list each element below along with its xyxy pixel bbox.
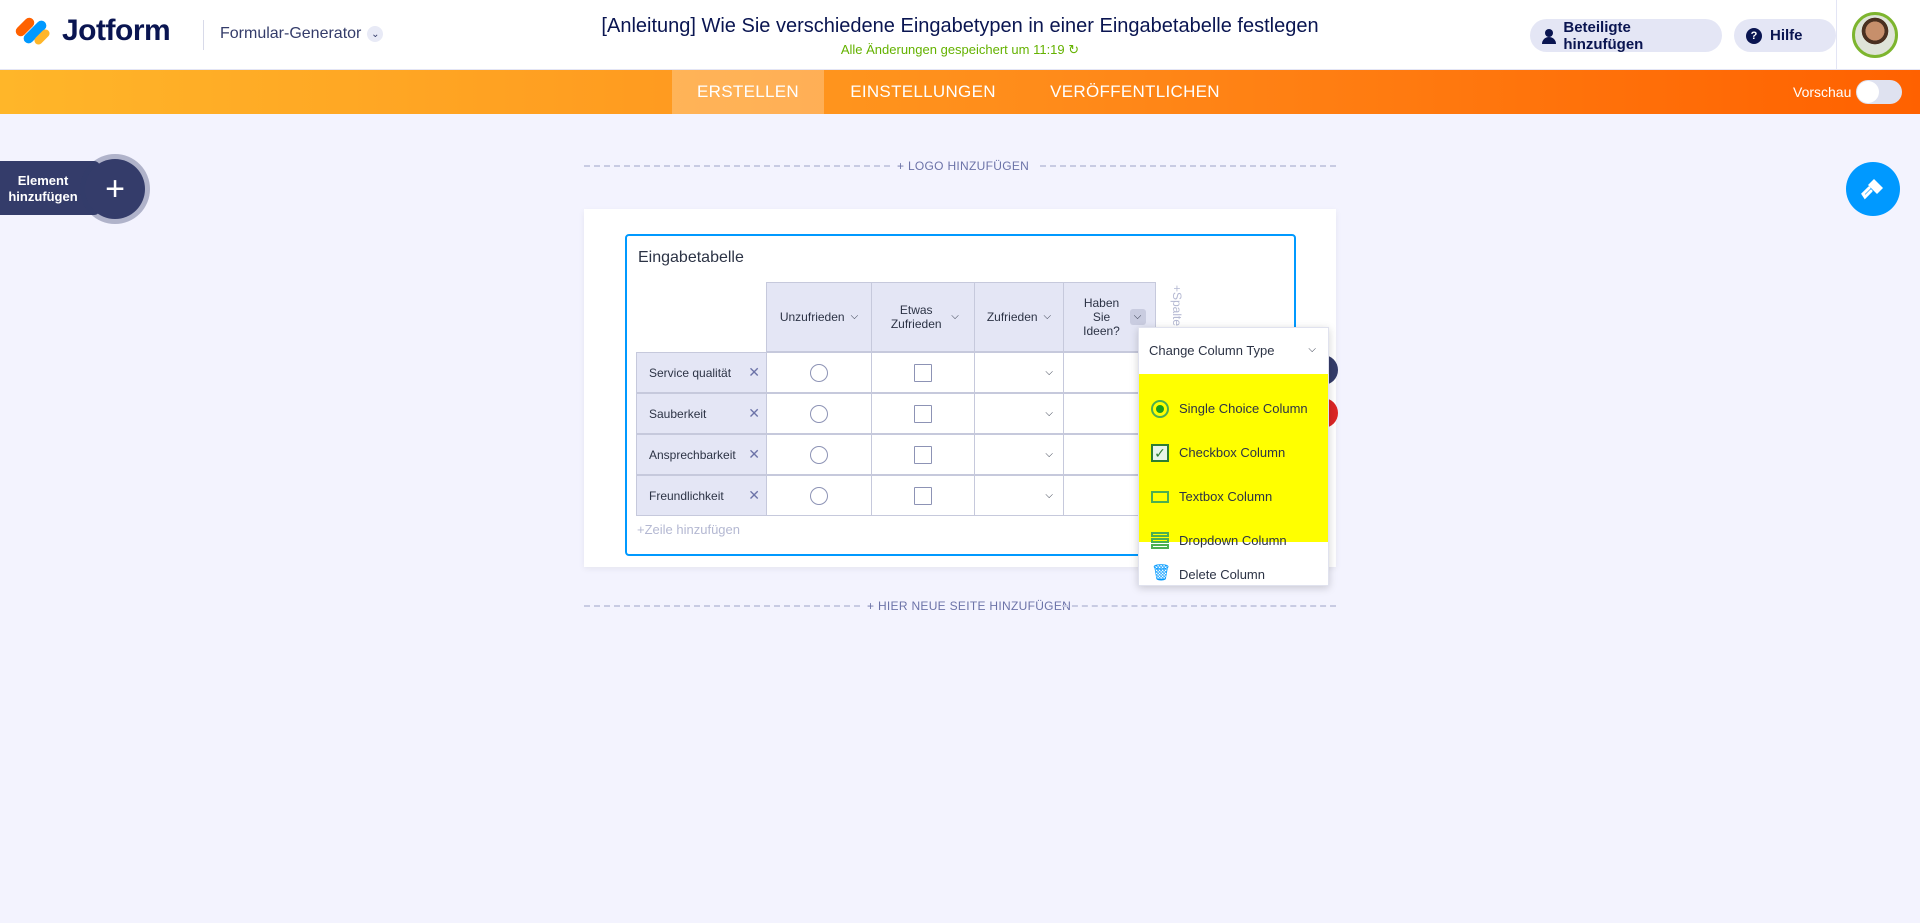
add-element-label-line1: Element [17, 173, 69, 188]
table-cell [871, 393, 975, 434]
table-cell [871, 475, 975, 516]
column-header-etwas-zufrieden[interactable] [871, 282, 975, 352]
chevron-down-icon: ⌵ [1045, 408, 1053, 419]
menu-item-label: Single Choice Column [1179, 400, 1308, 416]
preview-toggle[interactable] [1856, 80, 1902, 104]
remove-row-icon[interactable]: ✕ [748, 446, 760, 462]
menu-item-dropdown[interactable] [1139, 520, 1328, 560]
change-column-type-header[interactable] [1139, 328, 1330, 373]
top-header [0, 0, 1920, 70]
preview-label: Vorschau [1793, 84, 1852, 100]
row-header-label: Freundlichkeit [649, 488, 724, 503]
add-element-label-line2: hinzufügen [8, 189, 78, 204]
form-title[interactable]: [Anleitung] Wie Sie verschiedene Eingabetypen in einer Eingabetabelle festlegen [601, 15, 1319, 37]
table-cell [766, 393, 872, 434]
chevron-down-icon[interactable]: ⌵ [951, 311, 959, 322]
save-status: Alle Änderungen gespeichert um 11:19 ↻ [840, 42, 1080, 57]
remove-row-icon[interactable]: ✕ [748, 487, 760, 503]
checkbox[interactable] [914, 446, 932, 464]
chevron-down-icon[interactable]: ⌵ [1130, 309, 1146, 325]
row-header-sauberkeit[interactable] [636, 393, 767, 434]
builder-switcher[interactable] [220, 25, 383, 43]
radio-button[interactable] [810, 446, 828, 464]
chevron-down-icon: ⌵ [1045, 449, 1053, 460]
add-logo-link[interactable]: + LOGO HINZUFÜGEN [897, 159, 1030, 173]
page-divider-left [584, 605, 860, 607]
add-row-link[interactable]: +Zeile hinzufügen [637, 522, 740, 537]
help-button[interactable] [1734, 19, 1836, 52]
help-label: Hilfe [1770, 27, 1803, 44]
tab-publish[interactable]: VERÖFFENTLICHEN [1050, 82, 1220, 101]
textbox-icon [1151, 491, 1169, 503]
column-header-label: Haben Sie Ideen? [1083, 296, 1120, 338]
table-cell [766, 434, 872, 475]
checkbox[interactable] [914, 487, 932, 505]
chevron-down-icon[interactable]: ⌵ [1043, 311, 1052, 322]
builder-name-label: Formular-Generator [220, 25, 362, 42]
plus-icon: + [105, 169, 125, 208]
dropdown-icon [1151, 532, 1169, 550]
logo-divider-left [584, 165, 890, 167]
table-cell [871, 434, 975, 475]
dropdown-cell[interactable] [974, 393, 1064, 434]
trash-icon: 🗑 [1151, 565, 1172, 582]
question-icon: ? [1746, 28, 1762, 44]
input-table-label[interactable]: Eingabetabelle [638, 249, 744, 266]
paint-roller-icon [1860, 176, 1886, 202]
table-cell [871, 352, 975, 393]
row-header-label: Ansprechbarkeit [649, 447, 736, 462]
add-collaborators-button[interactable] [1530, 19, 1722, 52]
header-divider-right [1836, 0, 1837, 70]
row-header-ansprechbarkeit[interactable] [636, 434, 767, 475]
add-page-link[interactable]: + HIER NEUE SEITE HINZUFÜGEN [867, 599, 1072, 613]
chevron-down-icon: ⌵ [1045, 490, 1053, 501]
column-header-zufrieden[interactable] [974, 282, 1064, 352]
jotform-logo-icon [18, 14, 50, 48]
chevron-down-icon[interactable]: ⌵ [850, 311, 859, 322]
table-cell [766, 352, 872, 393]
add-column-link[interactable]: +Spalte [1170, 285, 1184, 327]
radio-button[interactable] [810, 405, 828, 423]
column-header-unzufrieden[interactable] [766, 282, 872, 352]
logo-divider-right [1040, 165, 1336, 167]
row-header-label: Service qualität [649, 365, 732, 380]
checkbox-icon: ✓ [1151, 444, 1169, 462]
menu-item-label: Dropdown Column [1179, 532, 1287, 548]
avatar[interactable] [1852, 12, 1898, 58]
radio-button[interactable] [810, 364, 828, 382]
menu-item-textbox[interactable] [1139, 476, 1328, 516]
row-header-freundlichkeit[interactable] [636, 475, 767, 516]
column-header-label: Etwas Zufrieden [890, 303, 942, 331]
menu-item-label: Checkbox Column [1179, 444, 1286, 460]
row-header-service-qualitaet[interactable] [636, 352, 767, 393]
radio-button[interactable] [810, 487, 828, 505]
dropdown-cell[interactable] [974, 352, 1064, 393]
jotform-logo[interactable] [18, 14, 170, 48]
menu-item-label: Delete Column [1179, 566, 1265, 582]
menu-item-checkbox[interactable] [1139, 432, 1328, 472]
row-header-label: Sauberkeit [649, 406, 707, 421]
remove-row-icon[interactable]: ✕ [748, 364, 760, 380]
remove-row-icon[interactable]: ✕ [748, 405, 760, 421]
column-header-label: Zufrieden [986, 310, 1038, 324]
dropdown-cell[interactable] [974, 434, 1064, 475]
tab-build[interactable]: ERSTELLEN [672, 70, 824, 114]
radio-icon [1151, 400, 1169, 418]
add-element-button[interactable] [85, 159, 145, 219]
builder-nav [0, 70, 1920, 114]
column-type-menu [1138, 327, 1329, 586]
column-header-label: Unzufrieden [779, 310, 845, 324]
chevron-down-icon: ⌵ [1045, 367, 1053, 378]
person-icon [1542, 29, 1555, 43]
add-collaborators-label: Beteiligte hinzufügen [1563, 18, 1644, 53]
table-cell [766, 475, 872, 516]
menu-item-label: Textbox Column [1179, 488, 1273, 504]
chevron-down-icon: ⌵ [1308, 344, 1316, 355]
logo-text: Jotform [62, 14, 171, 47]
menu-item-single-choice[interactable] [1139, 388, 1328, 428]
menu-title: Change Column Type [1149, 343, 1275, 358]
header-divider [203, 20, 204, 50]
form-designer-button[interactable] [1846, 162, 1900, 216]
tab-settings[interactable]: EINSTELLUNGEN [850, 82, 996, 101]
dropdown-cell[interactable] [974, 475, 1064, 516]
checkbox[interactable] [914, 364, 932, 382]
chevron-down-icon: ⌄ [367, 26, 383, 42]
menu-item-delete[interactable] [1139, 564, 1328, 584]
checkbox[interactable] [914, 405, 932, 423]
page-divider-right [1062, 605, 1336, 607]
